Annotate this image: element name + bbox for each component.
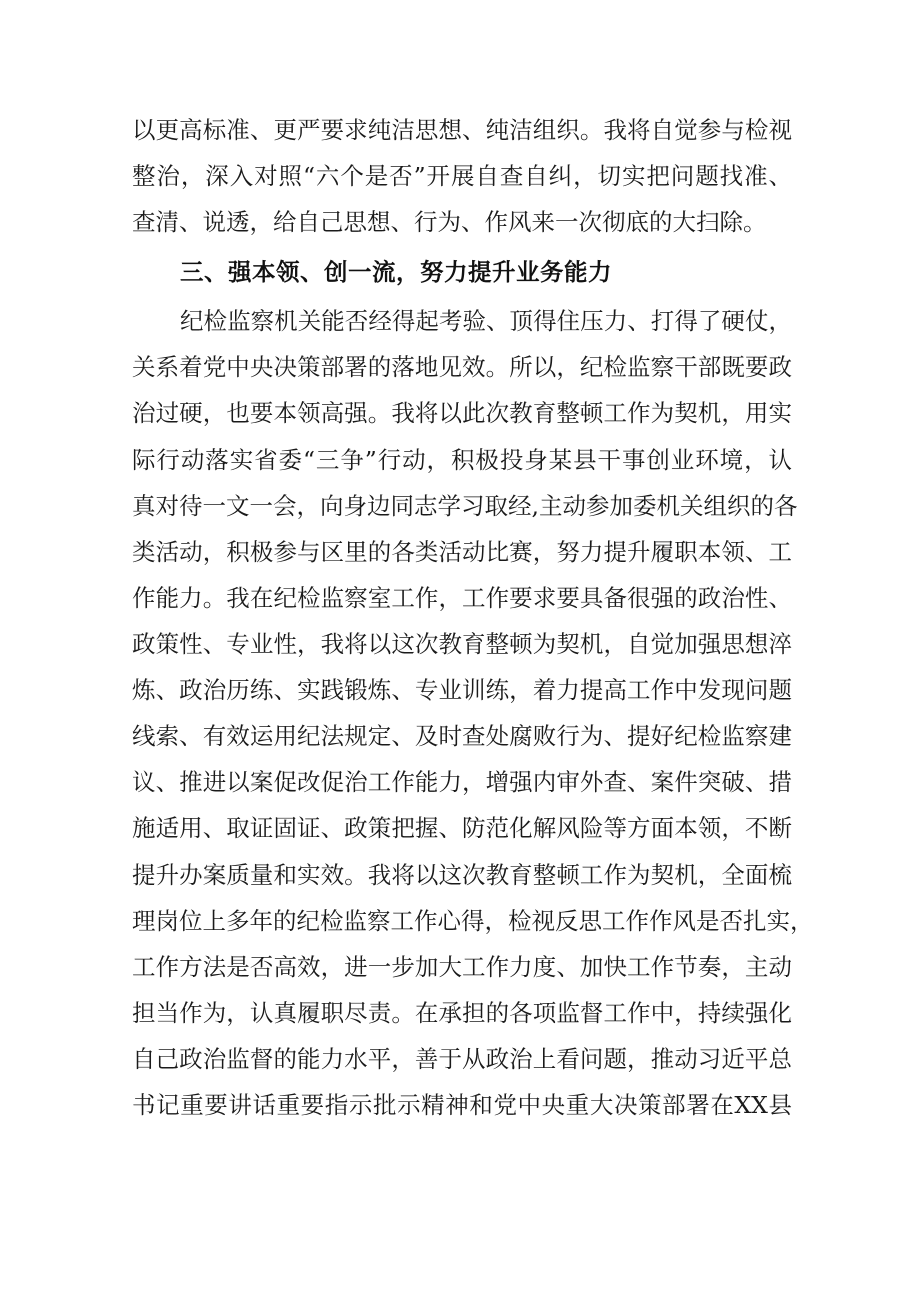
paragraph-line: 提升办案质量和实效。我将以这次教育整顿工作为契机，全面梳 — [132, 861, 792, 889]
paragraph-line: 际行动落实省委“三争”行动，积极投身某县干事创业环境，认 — [132, 446, 792, 474]
paragraph-line: 作能力。我在纪检监察室工作，工作要求要具备很强的政治性、 — [132, 584, 792, 612]
paragraph-line: 自己政治监督的能力水平，善于从政治上看问题，推动习近平总 — [132, 1045, 792, 1073]
paragraph-line: 查清、说透，给自己思想、行为、作风来一次彻底的大扫除。 — [132, 208, 767, 236]
paragraph-line: 议、推进以案促改促治工作能力，增强内审外查、案件突破、措 — [132, 768, 792, 796]
paragraph-line: 施适用、取证固证、政策把握、防范化解风险等方面本领，不断 — [132, 814, 792, 842]
section-heading: 三、强本领、创一流，努力提升业务能力 — [180, 258, 612, 286]
paragraph-line: 线索、有效运用纪法规定、及时查处腐败行为、提好纪检监察建 — [132, 722, 792, 750]
paragraph-line: 工作方法是否高效，进一步加大工作力度、加快工作节奏，主动 — [132, 953, 792, 981]
paragraph-line: 理岗位上多年的纪检监察工作心得，检视反思工作作风是否扎实， — [132, 907, 814, 935]
paragraph-line: 以更高标准、更严要求纯洁思想、纯洁组织。我将自觉参与检视 — [132, 116, 792, 144]
paragraph-line: 治过硬，也要本领高强。我将以此次教育整顿工作为契机，用实 — [132, 399, 792, 427]
paragraph-line: 担当作为，认真履职尽责。在承担的各项监督工作中，持续强化 — [132, 999, 792, 1027]
paragraph-line: 整治，深入对照“六个是否”开展自查自纠，切实把问题找准、 — [132, 162, 792, 190]
paragraph-line: 政策性、专业性，我将以这次教育整顿为契机，自觉加强思想淬 — [132, 630, 792, 658]
paragraph-line: 类活动，积极参与区里的各类活动比赛，努力提升履职本领、工 — [132, 538, 792, 566]
paragraph-line: 关系着党中央决策部署的落地见效。所以，纪检监察干部既要政 — [132, 353, 792, 381]
paragraph-line: 纪检监察机关能否经得起考验、顶得住压力、打得了硬仗， — [180, 307, 792, 335]
paragraph-line: 真对待一文一会，向身边同志学习取经,主动参加委机关组织的各 — [132, 492, 798, 520]
paragraph-line: 书记重要讲话重要指示批示精神和党中央重大决策部署在XX县 — [132, 1091, 792, 1119]
paragraph-line: 炼、政治历练、实践锻炼、专业训练，着力提高工作中发现问题 — [132, 676, 792, 704]
